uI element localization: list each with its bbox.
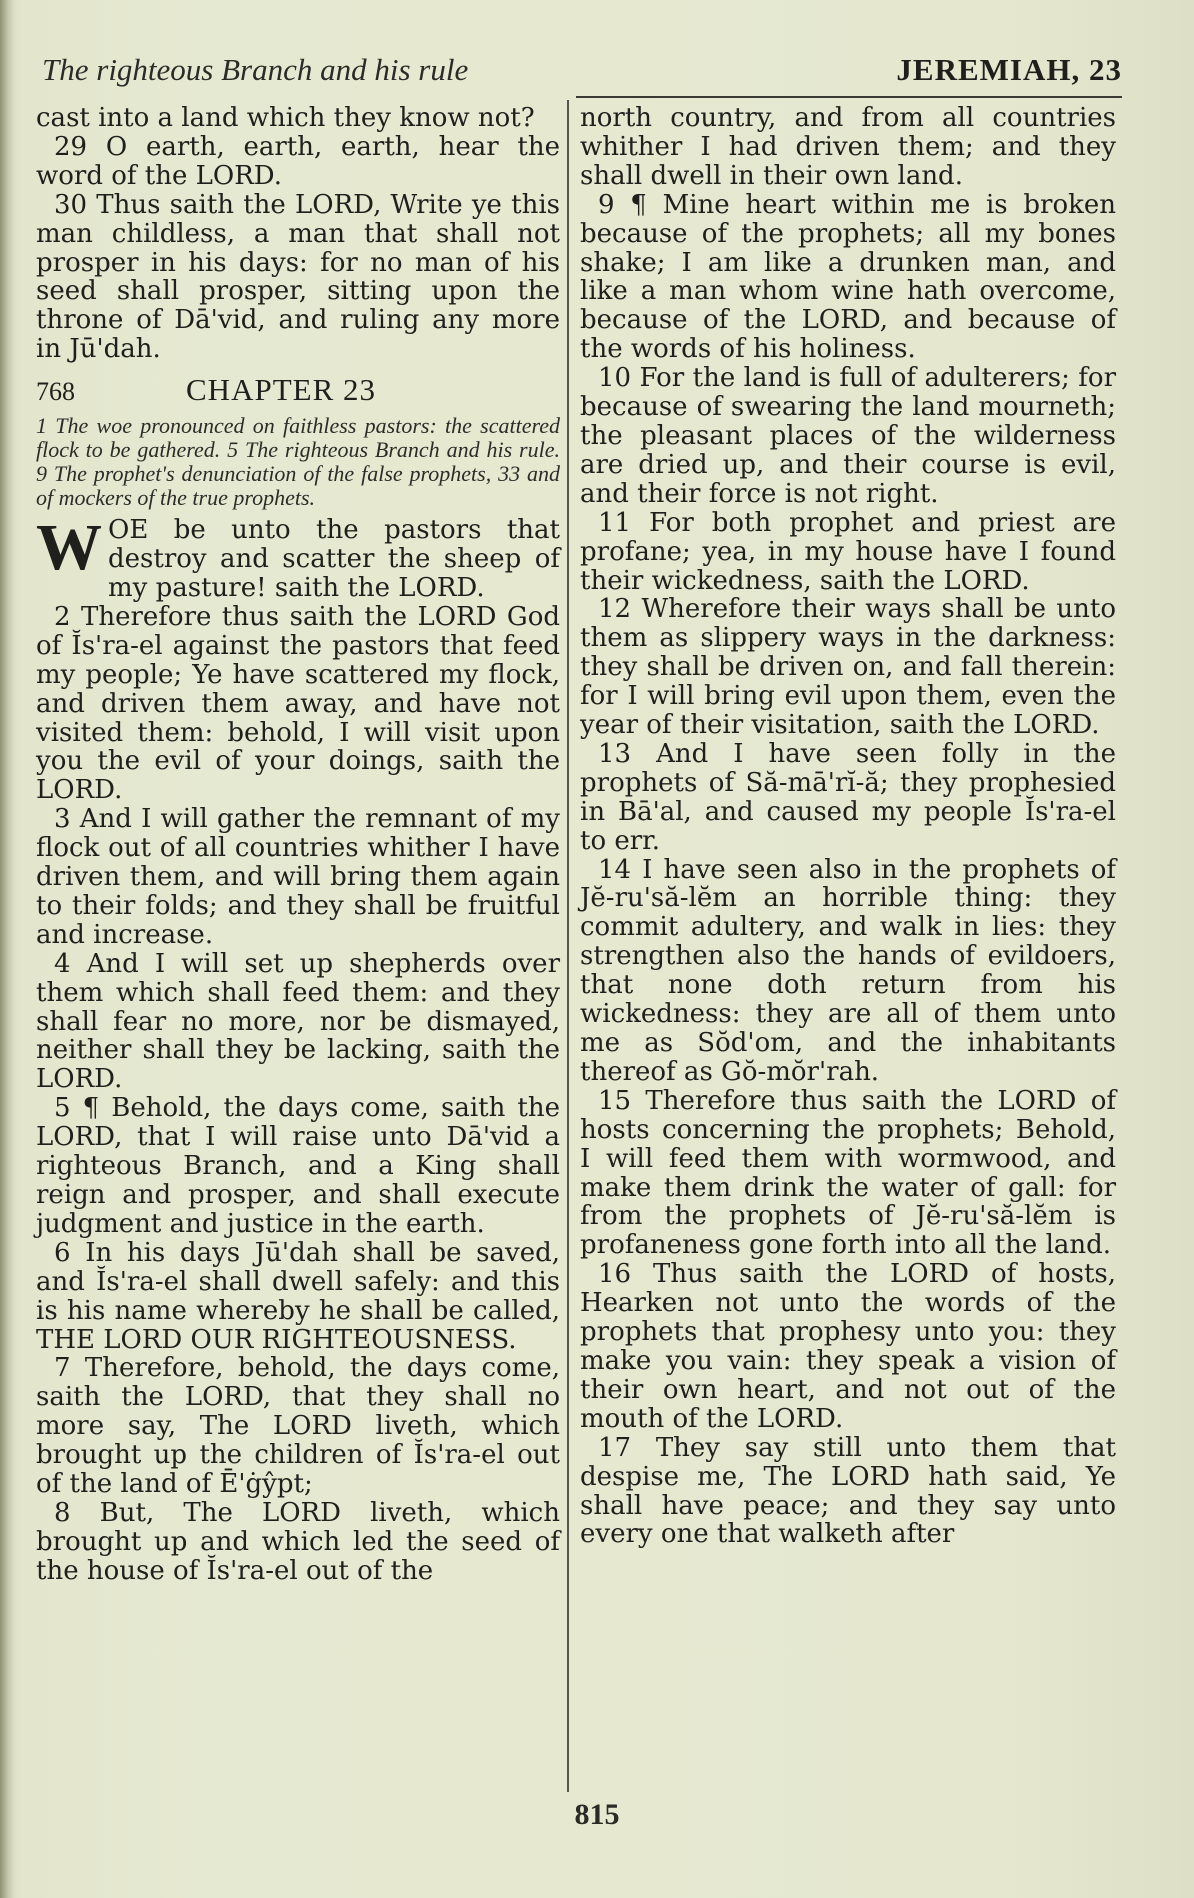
verse-17: 17 They say still unto them that despise me, The LORD hath said, Ye shall have peace; and they say unto every one that walketh after xyxy=(580,1432,1116,1550)
column-divider xyxy=(567,100,569,1792)
verse-9: 9 ¶ Mine heart within me is broken because of the prophets; all my bones shake; I am like a drunken man, and like a man whom wine hath overcome, because of the LORD, and because of the words of his holiness. xyxy=(580,189,1116,365)
verse-30: 30 Thus saith the LORD, Write ye this man childless, a man that shall not prosper in his days: for no man of his seed shall prosper, sitting upon the throne of Dā'vid, and ruling any more in Jū'dah. xyxy=(36,189,560,365)
chapter-summary: 1 The woe pronounced on faithless pastors: the scattered flock to be gathered. 5 The righteous Branch and his rule. 9 The prophet's denunciation of the false prophets, 33 and of mockers of the true prophets. xyxy=(36,413,560,511)
verse-1-text: OE be unto the pastors that destroy and scatter the sheep of my pasture! saith the LORD. xyxy=(108,515,560,603)
verse-6: 6 In his days Jū'dah shall be saved, and Ĭs'ra-el shall dwell safely: and this is his name whereby he shall be called, THE LORD OUR RIGHTEOUSNESS. xyxy=(36,1237,560,1355)
drop-cap: W xyxy=(36,511,102,585)
verse-8: 8 But, The LORD liveth, which brought up and which led the seed of the house of Ĭs'ra-el out of the xyxy=(36,1497,560,1586)
verse-29: 29 O earth, earth, earth, hear the word of the LORD. xyxy=(36,131,560,191)
verse-15: 15 Therefore thus saith the LORD of hosts concerning the prophets; Behold, I will feed them with wormwood, and make them drink the water of gall: for from the prophets of Jĕ-ru'să-lĕm is profaneness gone forth into all the land. xyxy=(580,1085,1116,1261)
verse-1 xyxy=(36,511,560,603)
left-column xyxy=(36,104,560,1586)
running-head-left: The righteous Branch and his rule xyxy=(42,52,469,87)
verse-16: 16 Thus saith the LORD of hosts, Hearken not unto the words of the prophets that prophesy unto you: they make you vain: they speak a vision of their own heart, and not out of the mouth of the LORD. xyxy=(580,1259,1116,1434)
header-rule xyxy=(576,96,1122,98)
verse-12: 12 Wherefore their ways shall be unto them as slippery ways in the darkness: they shall be driven on, and fall therein: for I will bring evil upon them, even the year of their visitation, saith the LORD. xyxy=(580,594,1116,741)
verse-13: 13 And I have seen folly in the prophets of Să-mā'rĭ-ă; they prophesied in Bā'al, and caused my people Ĭs'ra-el to err. xyxy=(580,738,1116,856)
page-number: 815 xyxy=(574,1798,620,1831)
verse-11: 11 For both prophet and priest are profane; yea, in my house have I found their wickedness, saith the LORD. xyxy=(580,507,1116,596)
verse-14: 14 I have seen also in the prophets of Jĕ-ru'să-lĕm an horrible thing: they commit adultery, and walk in lies: they strengthen also the hands of evildoers, that none doth return from his wickedness: they are all of them unto me as Sŏd'om, and the inhabitants thereof as Gŏ-mŏr'rah. xyxy=(580,854,1116,1087)
verse-continuation: cast into a land which they know not? xyxy=(36,103,535,133)
verse-7: 7 Therefore, behold, the days come, saith the LORD, that they shall no more say, The LORD liveth, which brought up the children of Ĭs'ra-el out of the land of Ē'ġŷpt; xyxy=(36,1353,560,1500)
verse-8-continuation: north country, and from all countries whither I had driven them; and they shall dwell in their own land. xyxy=(580,103,1116,191)
verse-10: 10 For the land is full of adulterers; for because of swearing the land mourneth; the pleasant places of the wilderness are dried up, and their course is evil, and their force is not right. xyxy=(580,363,1116,509)
verse-2: 2 Therefore thus saith the LORD God of Ĭs'ra-el against the pastors that feed my people; Ye have scattered my flock, and driven them away, and have not visited them: behold, I will visit upon you the evil of your doings, saith the LORD. xyxy=(36,601,560,806)
chapter-heading xyxy=(36,372,560,412)
running-head xyxy=(42,48,1122,94)
running-head-right: JEREMIAH, 23 xyxy=(896,52,1122,87)
verse-5: 5 ¶ Behold, the days come, saith the LORD, that I will raise unto Dā'vid a righteous Branch, and a King shall reign and prosper, and shall execute judgment and justice in the earth. xyxy=(36,1093,560,1239)
right-column xyxy=(580,104,1116,1549)
verse-3: 3 And I will gather the remnant of my flock out of all countries whither I have driven them, and will bring them again to their folds; and they shall be fruitful and increase. xyxy=(36,804,560,950)
chapter-sequence-number: 768 xyxy=(36,377,75,407)
chapter-title: CHAPTER 23 xyxy=(186,372,376,408)
verse-4: 4 And I will set up shepherds over them which shall feed them: and they shall fear no more, nor be dismayed, neither shall they be lacking, saith the LORD. xyxy=(36,948,560,1095)
spine-shadow xyxy=(0,0,14,1898)
